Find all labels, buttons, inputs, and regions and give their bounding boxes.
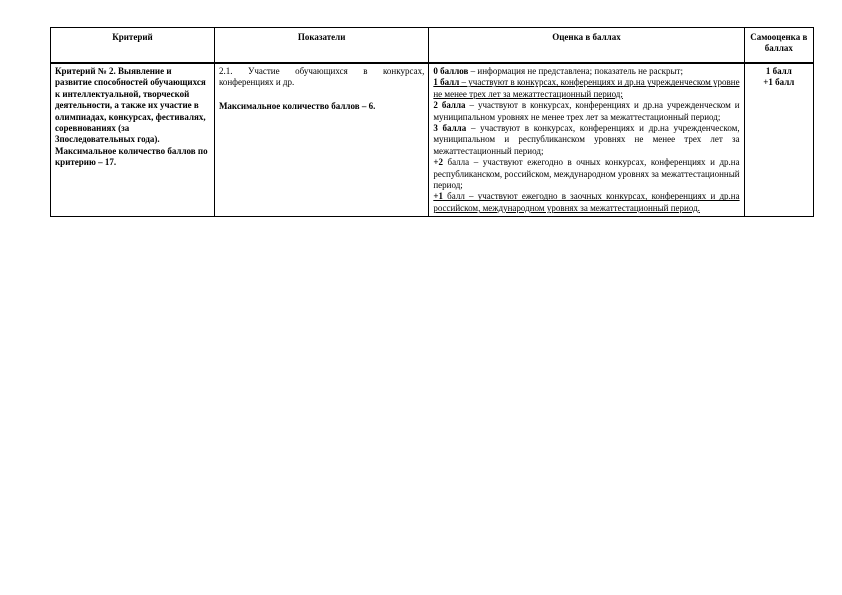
score-level-text: балла – участвуют ежегодно в очных конкурсах, конференциях и др.на республиканском, российском, международном уровнях за межаттестационный период; xyxy=(433,157,740,191)
table-row xyxy=(51,63,814,217)
score-level-text: – участвуют в конкурсах, конференциях и др.на учрежденческом, муниципальном и республиканском уровнях не менее трех лет за межаттестационный период; xyxy=(433,123,740,156)
header-criterion: Критерий xyxy=(51,28,215,64)
self-assessment-cell xyxy=(744,63,813,217)
score-level-2 xyxy=(433,100,739,123)
criteria-table xyxy=(50,27,814,217)
indicator-text: 2.1. Участие обучающихся в конкурсах, конференциях и др. xyxy=(218,66,425,88)
score-level-key: 3 балла xyxy=(433,123,467,134)
header-self-assessment: Самооценка в баллах xyxy=(744,28,813,64)
self-assessment-value: +1 балл xyxy=(763,77,795,88)
score-level-text: – участвуют в конкурсах, конференциях и др.на учрежденческом и муниципальном уровнях не менее трех лет за межаттестационный период; xyxy=(433,100,740,122)
score-level-key: 2 балла xyxy=(433,100,466,111)
header-score: Оценка в баллах xyxy=(429,28,744,64)
criterion-title: Критерий № 2. Выявление и развитие способностей обучающихся к интеллектуальной, творческой деятельности, а также их участие в олимпиадах, конкурсах, фестивалях, соревнованиях (за 3последовательных года). xyxy=(55,66,206,145)
criterion-cell xyxy=(51,63,215,217)
score-level-4 xyxy=(433,157,739,191)
table-header-row xyxy=(51,28,814,64)
score-level-key: +1 xyxy=(433,191,443,202)
score-level-3 xyxy=(433,123,739,157)
score-level-text: – информация не представлена; показатель не раскрыт; xyxy=(468,66,683,76)
score-level-key: +2 xyxy=(433,157,443,168)
score-level-0 xyxy=(433,66,739,77)
criterion-max: Максимальное количество баллов по критерию – 17. xyxy=(55,145,208,168)
score-level-text: балл – участвуют ежегодно в заочных конкурсах, конференциях и др.на российском, международном уровнях за межаттестационный период. xyxy=(433,191,740,213)
indicator-max: Максимальное количество баллов – 6. xyxy=(218,100,376,111)
score-level-5 xyxy=(433,191,739,214)
score-level-key: 0 баллов xyxy=(433,66,469,76)
indicator-cell xyxy=(214,63,428,217)
self-assessment-value: 1 балл xyxy=(765,66,792,76)
score-level-key: 1 балл xyxy=(433,77,460,88)
score-cell xyxy=(429,63,744,217)
score-level-1 xyxy=(433,77,739,100)
header-indicators: Показатели xyxy=(214,28,428,64)
score-level-text: – участвуют в конкурсах, конференциях и др.на учрежденческом уровне не менее трех лет за межаттестационный период; xyxy=(433,77,740,99)
